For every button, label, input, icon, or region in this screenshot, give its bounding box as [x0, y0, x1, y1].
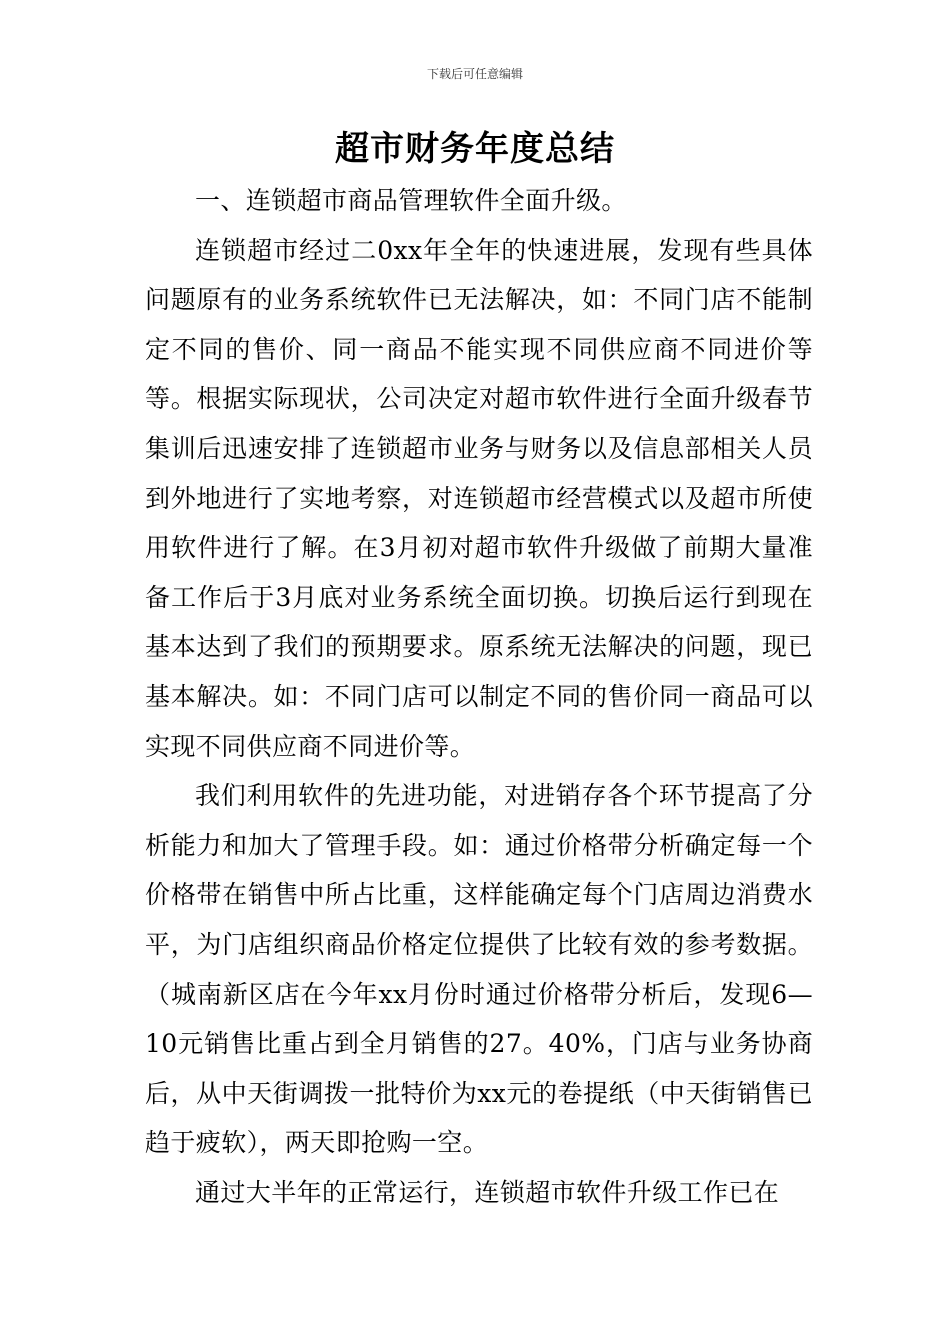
- document-title: 超市财务年度总结: [335, 129, 615, 169]
- section-heading: 一、连锁超市商品管理软件全面升级。: [195, 186, 627, 215]
- paragraph-2: 我们利用软件的先进功能，对进销存各个环节提高了分析能力和加大了管理手段。如：通过价格带分析确定每一个价格带在销售中所占比重，这样能确定每个门店周边消费水平，为门店组织商品价格定位提供了比较有效的参考数据。（城南新区店在今年xx月份时通过价格带分析后，发现6—10元销售比重占到全月销售的27。40%，门店与业务协商后，从中天街调拨一批特价为xx元的卷提纸（中天街销售已趋于疲软），两天即抢购一空。: [145, 781, 813, 1158]
- paragraph-3: 通过大半年的正常运行，连锁超市软件升级工作已在: [195, 1177, 780, 1207]
- header-note: 下载后可任意编辑: [426, 67, 523, 81]
- document-body: [145, 176, 813, 1217]
- paragraph-1: 连锁超市经过二0xx年全年的快速进展，发现有些具体问题原有的业务系统软件已无法解决，如：不同门店不能制定不同的售价、同一商品不能实现不同供应商不同进价等等。根据实际现状，公司决定对超市软件进行全面升级春节集训后迅速安排了连锁超市业务与财务以及信息部相关人员到外地进行了实地考察，对连锁超市经营模式以及超市所使用软件进行了解。在3月初对超市软件升级做了前期大量准备工作后于3月底对业务系统全面切换。切换后运行到现在基本达到了我们的预期要求。原系统无法解决的问题，现已基本解决。如：不同门店可以制定不同的售价同一商品可以实现不同供应商不同进价等。: [145, 235, 813, 761]
